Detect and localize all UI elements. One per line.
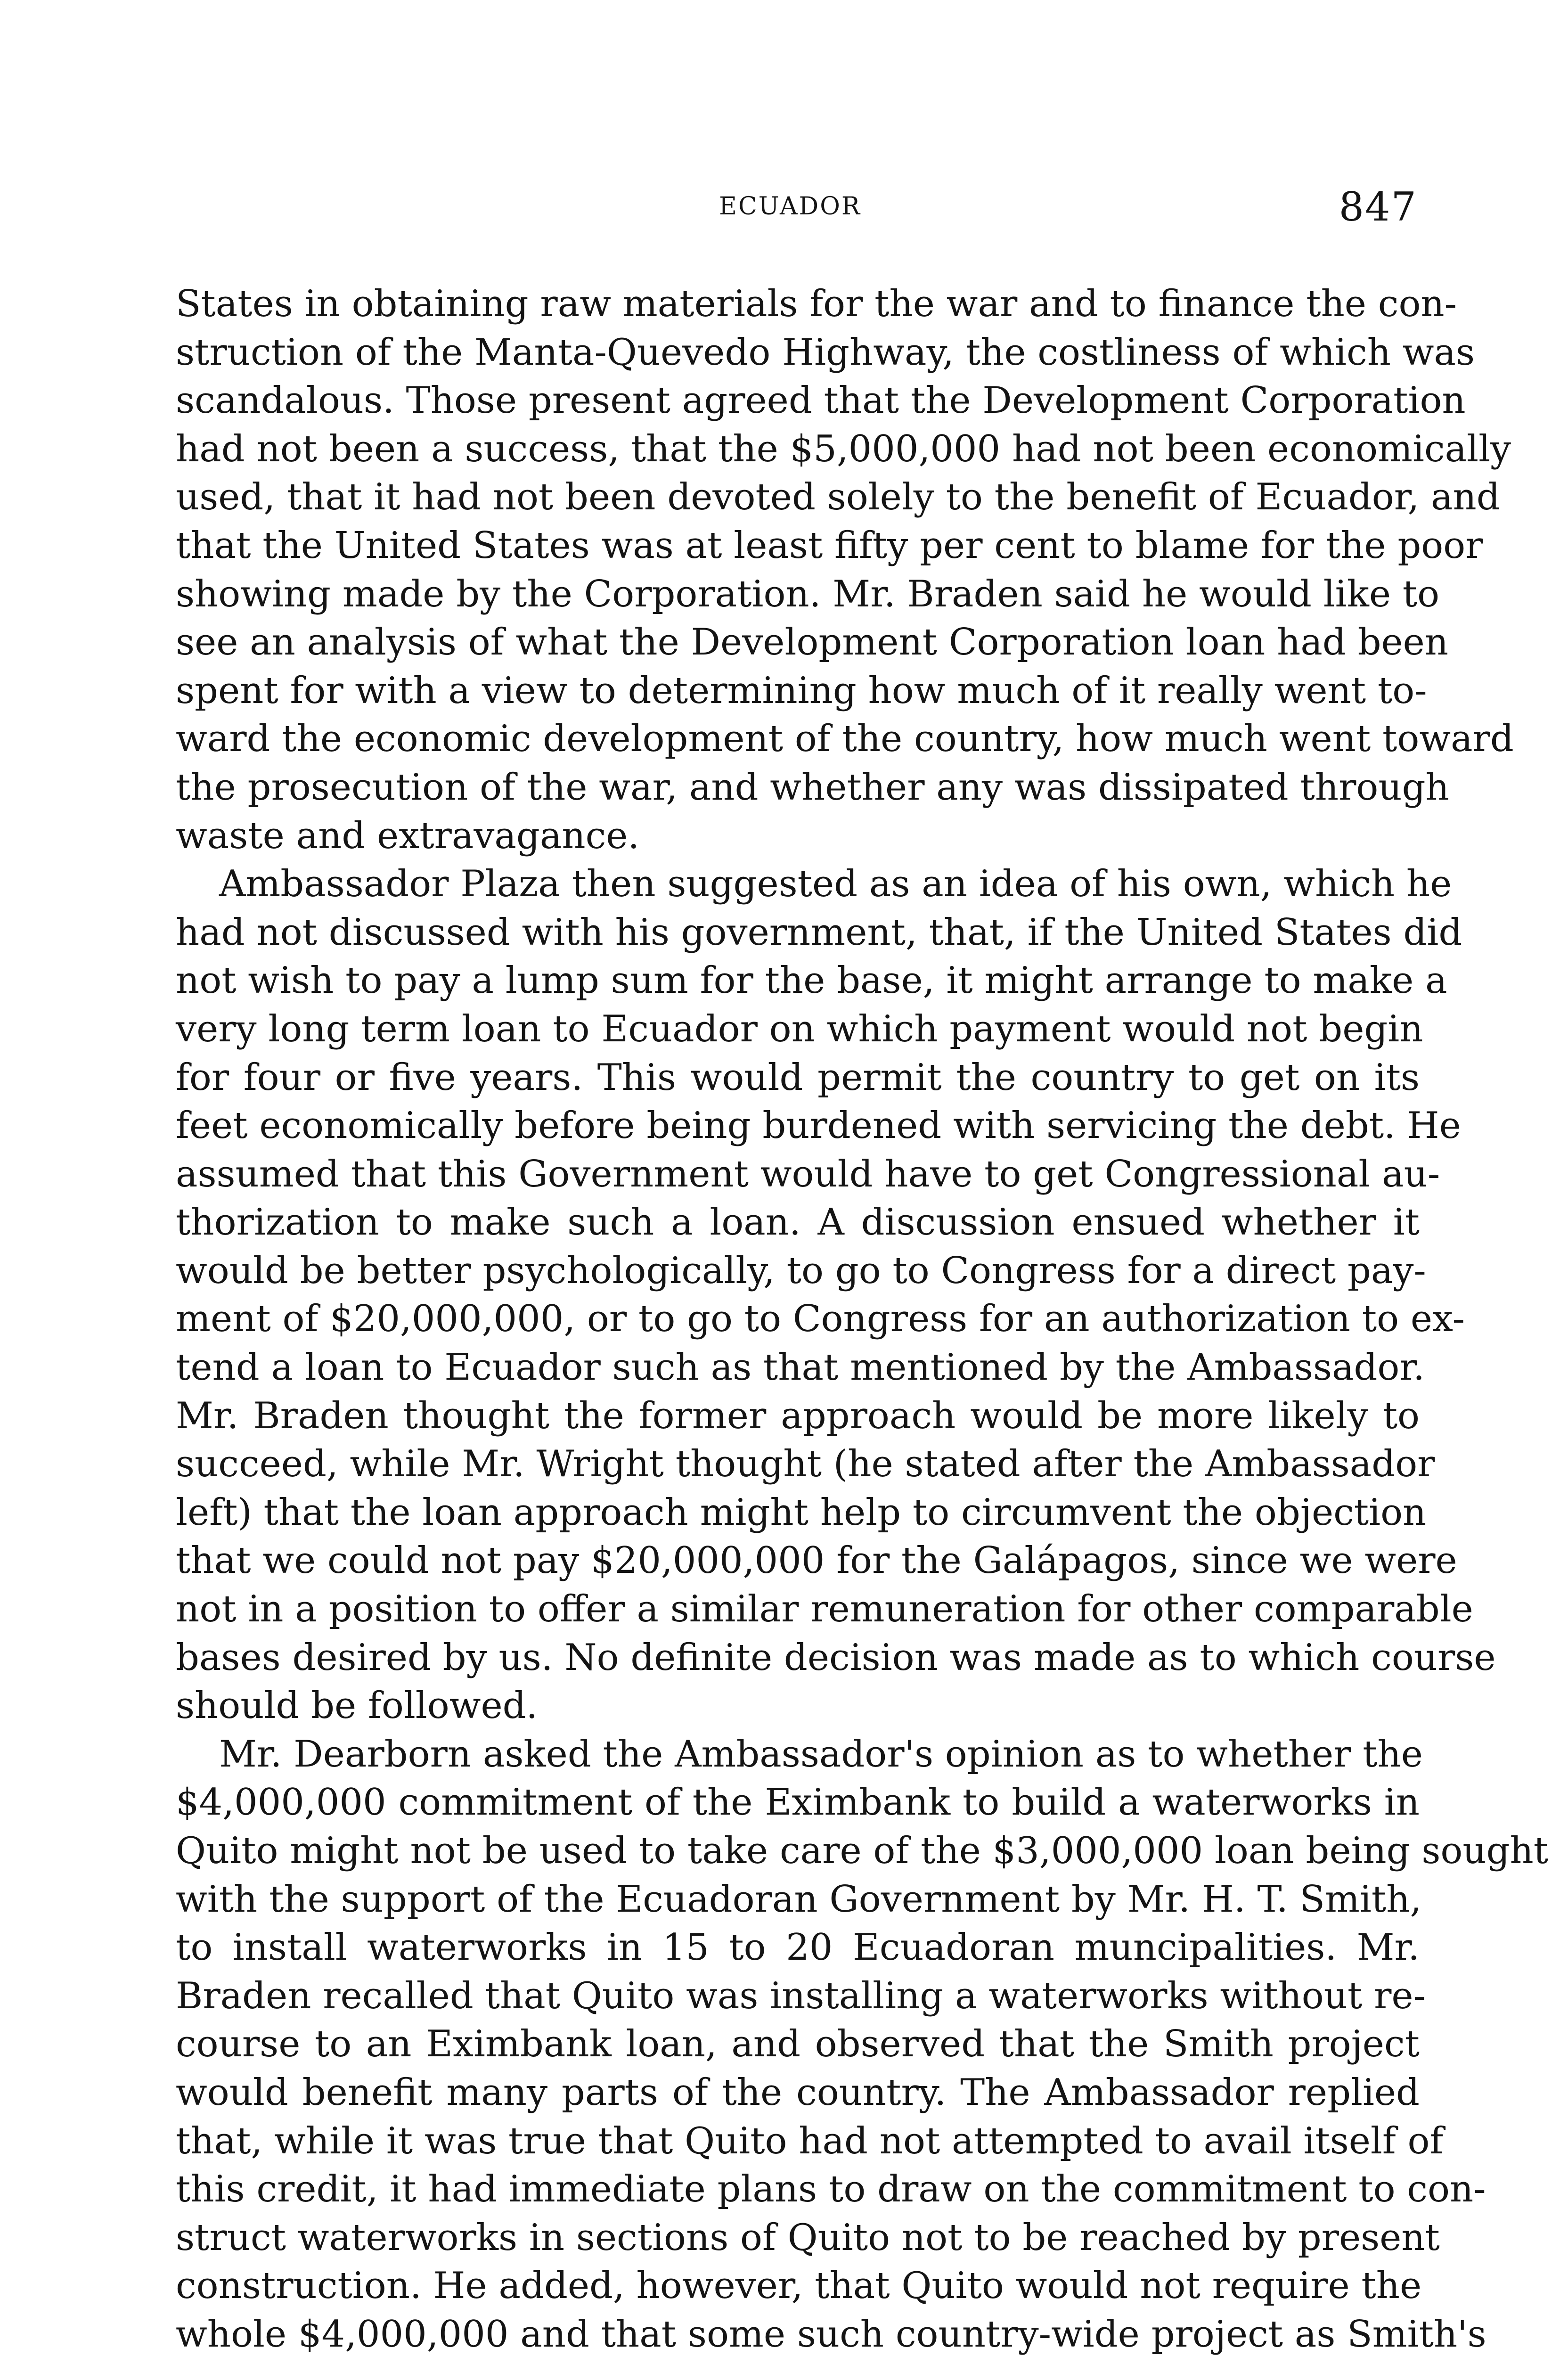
text-line: had not been a success, that the $5,000,000 had not been economically (176, 427, 1511, 470)
text-line: course to an Eximbank loan, and observed that the Smith project (176, 2023, 1420, 2066)
text-line: spent for with a view to determining how much of it really went to- (176, 669, 1427, 712)
text-line: whole $4,000,000 and that some such country-wide project as Smith's (176, 2313, 1486, 2356)
text-line: construction. He added, however, that Quito would not require the (176, 2265, 1422, 2307)
text-line: scandalous. Those present agreed that the Development Corporation (176, 379, 1466, 422)
text-line: Quito might not be used to take care of the $3,000,000 loan being sought (176, 1830, 1549, 1872)
text-line: ward the economic development of the country, how much went toward (176, 718, 1514, 761)
text-line: for four or five years. This would permit the country to get on its (176, 1056, 1420, 1099)
page-number: 847 (1339, 184, 1417, 230)
text-line: left) that the loan approach might help to circumvent the objection (176, 1491, 1427, 1534)
body-text (176, 280, 1549, 2356)
text-line: that the United States was at least fifty per cent to blame for the poor (176, 524, 1483, 567)
text-line: struction of the Manta-Quevedo Highway, the costliness of which was (176, 331, 1475, 374)
text-line: that we could not pay $20,000,000 for the Galápagos, since we were (176, 1539, 1457, 1582)
text-line: would benefit many parts of the country. The Ambassador replied (176, 2071, 1420, 2114)
text-line: not in a position to offer a similar remuneration for other comparable (176, 1588, 1473, 1631)
text-line: this credit, it had immediate plans to draw on the commitment to con- (176, 2168, 1486, 2211)
text-line: used, that it had not been devoted solely to the benefit of Ecuador, and (176, 476, 1500, 519)
text-line: $4,000,000 commitment of the Eximbank to build a waterworks in (176, 1781, 1420, 1824)
text-line: ment of $20,000,000, or to go to Congress for an authorization to ex- (176, 1298, 1465, 1341)
text-line: to install waterworks in 15 to 20 Ecuadoran muncipalities. Mr. (176, 1926, 1420, 1969)
text-line: showing made by the Corporation. Mr. Braden said he would like to (176, 573, 1440, 615)
text-line: Mr. Braden thought the former approach would be more likely to (176, 1394, 1420, 1437)
text-line: Ambassador Plaza then suggested as an idea of his own, which he (219, 863, 1452, 906)
text-line: feet economically before being burdened with servicing the debt. He (176, 1104, 1461, 1147)
paragraph-3 (176, 1730, 1549, 2356)
paragraph-2 (176, 860, 1496, 1730)
text-line: Mr. Dearborn asked the Ambassador's opinion as to whether the (219, 1733, 1423, 1775)
text-line: assumed that this Government would have to get Congressional au- (176, 1153, 1440, 1195)
text-line: that, while it was true that Quito had not attempted to avail itself of (176, 2119, 1444, 2162)
text-line: succeed, while Mr. Wright thought (he stated after the Ambassador (176, 1443, 1435, 1486)
text-line: with the support of the Ecuadoran Government by Mr. H. T. Smith, (176, 1878, 1422, 1921)
text-line: tend a loan to Ecuador such as that mentioned by the Ambassador. (176, 1346, 1425, 1389)
text-line: the prosecution of the war, and whether any was dissipated through (176, 766, 1449, 809)
text-line: see an analysis of what the Development Corporation loan had been (176, 621, 1449, 664)
text-line: States in obtaining raw materials for the war and to finance the con- (176, 283, 1457, 325)
text-line: very long term loan to Ecuador on which payment would not begin (176, 1007, 1423, 1050)
text-line: bases desired by us. No definite decision was made as to which course (176, 1636, 1496, 1679)
paragraph-1 (176, 280, 1514, 860)
running-head: ECUADOR (719, 192, 861, 221)
text-line: should be followed. (176, 1685, 538, 1727)
text-line: thorization to make such a loan. A discussion ensued whether it (176, 1201, 1420, 1244)
text-line: not wish to pay a lump sum for the base, it might arrange to make a (176, 959, 1447, 1002)
text-line: waste and extravagance. (176, 814, 640, 857)
text-line: struct waterworks in sections of Quito not to be reached by present (176, 2216, 1440, 2259)
text-line: would be better psychologically, to go to Congress for a direct pay- (176, 1249, 1426, 1292)
text-line: had not discussed with his government, that, if the United States did (176, 911, 1462, 954)
text-line: Braden recalled that Quito was installing a waterworks without re- (176, 1974, 1426, 2017)
